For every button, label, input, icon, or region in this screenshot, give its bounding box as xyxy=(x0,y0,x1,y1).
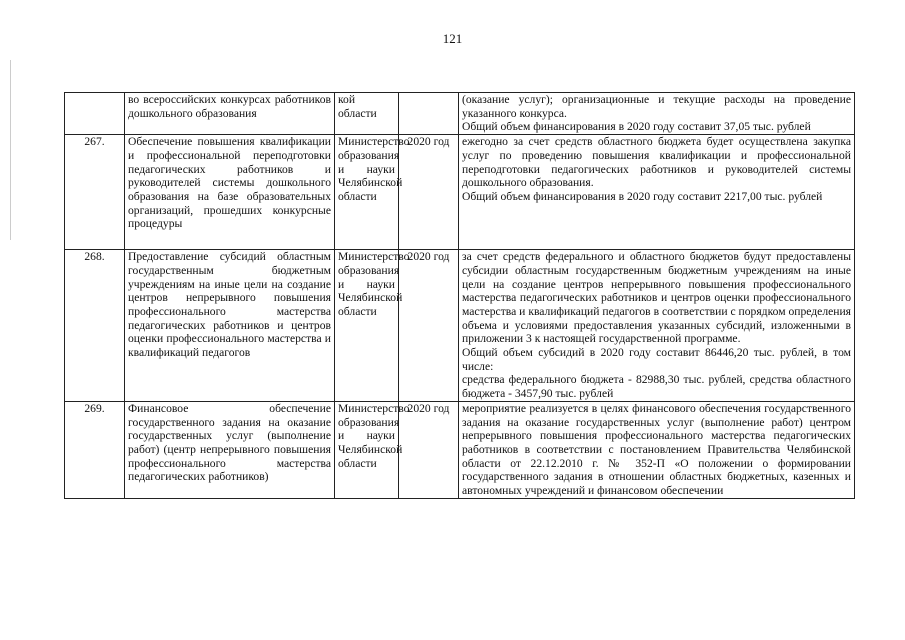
row-number: 268. xyxy=(65,250,125,402)
executor: Министерство образования и науки Челябинской области xyxy=(335,250,399,402)
description xyxy=(459,401,855,498)
description-paragraph: Общий объем финансирования в 2020 году составит 37,05 тыс. рублей xyxy=(462,120,811,134)
table-row xyxy=(65,135,855,250)
description-paragraph: ежегодно за счет средств областного бюджета будет осуществлена закупка услуг по проведению повышения квалификации и профессиональной переподготовки педагогических работников и руководителей системы дошкольного образования. xyxy=(462,135,851,190)
description-paragraph: средства федерального бюджета - 82988,30 тыс. рублей, средства областного бюджета - 3457,90 тыс. рублей xyxy=(462,373,851,401)
activity-name: во всероссийских конкурсах работников дошкольного образования xyxy=(125,93,335,135)
table-row xyxy=(65,250,855,402)
description xyxy=(459,93,855,135)
row-number: 269. xyxy=(65,401,125,498)
description-paragraph: за счет средств федерального и областного бюджетов будут предоставлены субсидии областным государственным бюджетным учреждениям на иные цели на создание центров непрерывного повышения профессионального мастерства педагогических работников и центров оценки профессионального мастерства и квалификаций педагогов в соответствии с порядком определения объема и условиями предоставления указанных субсидий, изложенными в приложении 3 к настоящей государственной программе. xyxy=(462,250,851,346)
activity-name: Предоставление субсидий областным государственным бюджетным учреждениям на иные цели на создание центров непрерывного повышения профессионального мастерства педагогических работников и центров оценки профессионального мастерства и квалификаций педагогов xyxy=(125,250,335,402)
row-number: 267. xyxy=(65,135,125,250)
description xyxy=(459,250,855,402)
description-paragraph: Общий объем субсидий в 2020 году составит 86446,20 тыс. рублей, в том числе: xyxy=(462,346,851,373)
activity-name: Обеспечение повышения квалификации и профессиональной переподготовки педагогических работников и руководителей системы дошкольного образования на базе образовательных организаций, прошедших конкурсные процедуры xyxy=(125,135,335,250)
page-number: 121 xyxy=(442,31,463,46)
year xyxy=(399,93,459,135)
table-row xyxy=(65,93,855,135)
executor: Министерство образования и науки Челябинской области xyxy=(335,401,399,498)
scan-edge-mark xyxy=(10,60,11,240)
table-row xyxy=(65,401,855,498)
year: 2020 год xyxy=(399,401,459,498)
row-number xyxy=(65,93,125,135)
description-paragraph: мероприятие реализуется в целях финансового обеспечения государственного задания на оказание государственных услуг (выполнение работ) центром непрерывного повышения профессионального мастерства педагогических работников в соответствии с постановлением Правительства Челябинской области от 22.12.2010 г. № 352-П «О положении о формировании государственного задания в отношении областных бюджетных, казенных и автономных учреждений и финансовом обеспечении xyxy=(462,401,851,498)
program-table xyxy=(64,92,855,499)
description xyxy=(459,135,855,250)
activity-name: Финансовое обеспечение государственного задания на оказание государственных услуг (выполнение работ) (центр непрерывного повышения профессионального мастерства педагогических работников) xyxy=(125,401,335,498)
description-paragraph: Общий объем финансирования в 2020 году составит 2217,00 тыс. рублей xyxy=(462,189,823,203)
description-paragraph: (оказание услуг); организационные и текущие расходы на проведение указанного конкурса. xyxy=(462,93,851,120)
executor: кой области xyxy=(335,93,399,135)
executor: Министерство образования и науки Челябинской области xyxy=(335,135,399,250)
year: 2020 год xyxy=(399,250,459,402)
year: 2020 год xyxy=(399,135,459,250)
